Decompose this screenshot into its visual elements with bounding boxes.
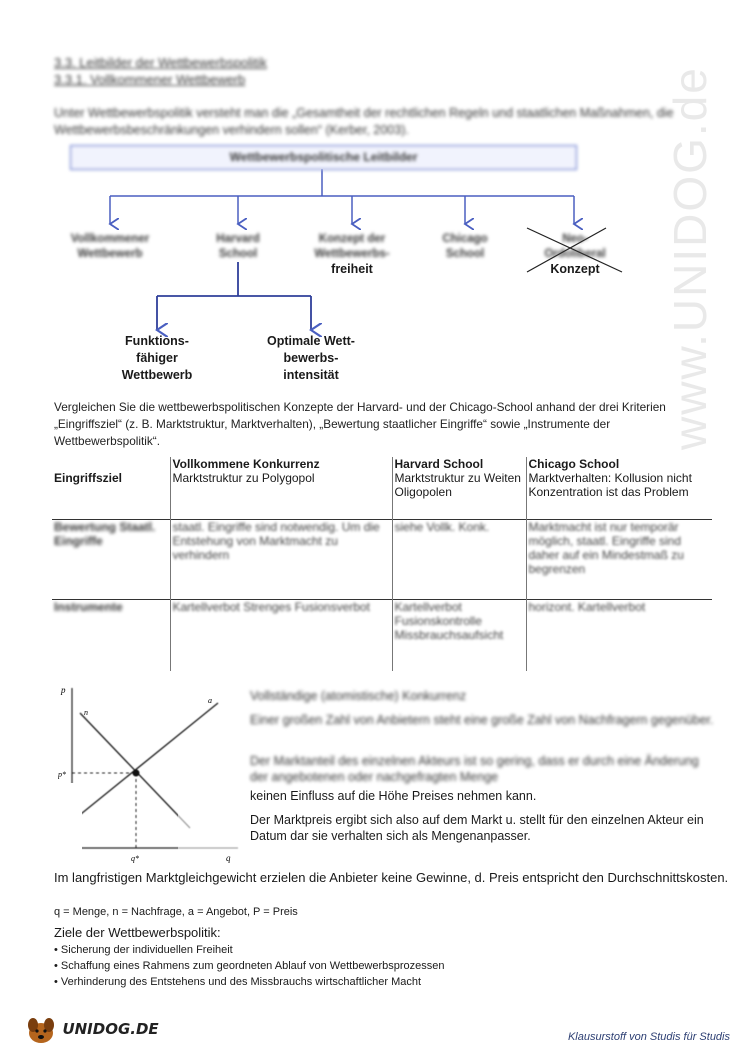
table-cell: Marktverhalten: Kollusion nicht Konzentration ist das Problem <box>526 471 712 519</box>
pstar-label: p* <box>58 770 66 779</box>
goals-title: Ziele der Wettbewerbspolitik: <box>54 925 221 940</box>
list-item: • Sicherung der individuellen Freiheit <box>54 942 734 958</box>
table-cell: siehe Vollk. Konk. <box>392 519 526 599</box>
section-heading: 3.3. Leitbilder der Wettbewerbspolitik <box>54 55 267 70</box>
comparison-table <box>52 457 712 671</box>
paragraph: Der Marktpreis ergibt sich also auf dem Markt u. stellt für den einzelnen Akteur ein Datum dar sie verhalten sich als Mengenanpasser. <box>250 813 704 843</box>
task-question: Vergleichen Sie die wettbewerbspolitischen Konzepte der Harvard- und der Chicago-School anhand der drei Kriterien „Eingriffsziel“ (z. B. Marktstruktur, Marktverhalten), „Bewertung staatlicher Eingriffe“ sowie „Instrumente der Wettbewerbspolitik“. <box>54 400 666 448</box>
intro-paragraph: Unter Wettbewerbspolitik versteht man die „Gesamtheit der rechtlichen Regeln und staatlichen Maßnahmen, die Wettbewerbsbeschränkungen verhindern sollen“ (Kerber, 2003). <box>54 106 674 137</box>
paragraph: Der Marktanteil des einzelnen Akteurs ist so gering, dass er durch eine Änderung der angebotenen oder nachgefragten Menge <box>250 754 699 784</box>
watermark: www.UNIDOG.de <box>664 66 716 450</box>
table-cell: Kartellverbot Fusionskontrolle Missbrauchsaufsicht <box>392 599 526 671</box>
table-header: Harvard School <box>392 457 526 471</box>
diagram-subnode: Optimale Wett- bewerbs- intensität <box>267 334 355 382</box>
table-row <box>52 599 712 671</box>
unidog-logo <box>24 1015 159 1045</box>
table-cell: staatl. Eingriffe sind notwendig. Um die Entstehung von Marktmacht zu verhindern <box>170 519 392 599</box>
qstar-label: q* <box>131 854 139 863</box>
diagram-node: Konzept der Wettbewerbs- freiheit <box>314 233 390 276</box>
goals-list <box>54 942 734 990</box>
diagram-node: Vollkommener Wettbewerb <box>70 233 150 260</box>
table-cell: horizont. Kartellverbot <box>526 599 712 671</box>
footer-tagline: Klausurstoff von Studis für Studis <box>567 1031 730 1043</box>
table-header: Vollkommene Konkurrenz <box>170 457 392 471</box>
diagram-node: Neo- Ordoliberal Konzept <box>544 233 606 276</box>
legend-text: q = Menge, n = Nachfrage, a = Angebot, P = Preis <box>54 906 298 918</box>
table-header: Chicago School <box>526 457 712 471</box>
supply-demand-chart <box>58 683 248 868</box>
table-cell: Marktstruktur zu Polygopol <box>170 471 392 519</box>
paragraph: keinen Einfluss auf die Höhe Preises nehmen kann. <box>250 789 537 803</box>
diagram-node: Harvard School <box>216 233 260 260</box>
subsection-heading: 3.3.1. Vollkommener Wettbewerb <box>54 72 246 87</box>
row-label: Eingriffsziel <box>54 471 123 485</box>
list-item: • Schaffung eines Rahmens zum geordneten Ablauf von Wettbewerbsprozessen <box>54 958 734 974</box>
curve-label-a: a <box>208 696 212 705</box>
axis-label-p: p <box>61 685 66 695</box>
table-cell: Marktmacht ist nur temporär möglich, staatl. Eingriffe sind daher auf ein Mindestmaß zu begrenzen <box>526 519 712 599</box>
supply-curve <box>76 703 218 818</box>
diagram-node: Chicago School <box>442 233 488 260</box>
table-cell: Marktstruktur zu Weiten Oligopolen <box>392 471 526 519</box>
paragraph-title: Vollständige (atomistische) Konkurrenz <box>250 689 467 703</box>
list-item: • Verhinderung des Entstehens und des Missbrauchs wirtschaftlicher Macht <box>54 974 734 990</box>
paragraph: Einer großen Zahl von Anbietern steht eine große Zahl von Nachfragern gegenüber. <box>250 713 714 727</box>
diagram-root: Wettbewerbspolitische Leitbilder <box>70 145 577 170</box>
table-row <box>52 519 712 599</box>
paragraph: Im langfristigen Marktgleichgewicht erzielen die Anbieter keine Gewinne, d. Preis entspricht den Durchschnittskosten. <box>54 870 729 885</box>
dog-icon <box>24 1015 58 1045</box>
logo-text: UNIDOG.DE <box>62 1020 159 1039</box>
curve-label-n: n <box>84 708 88 717</box>
row-label: Bewertung Staatl. Eingriffe <box>52 519 170 599</box>
row-label: Instrumente <box>52 599 170 671</box>
table-cell: Kartellverbot Strenges Fusionsverbot <box>170 599 392 671</box>
axis-label-q: q <box>226 853 231 863</box>
table-header-row <box>52 457 712 471</box>
table-row <box>52 471 712 519</box>
diagram-subnode: Funktions- fähiger Wettbewerb <box>121 334 193 382</box>
